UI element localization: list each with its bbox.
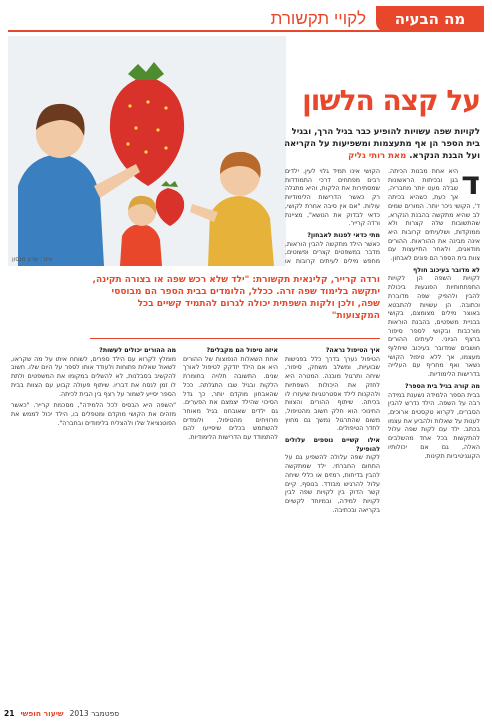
text-column-2 <box>285 168 380 266</box>
subheading-6: איזה טיפול הם מקבלים? <box>206 347 278 354</box>
subheading-3: מתי כדאי לפנות לאבחון? <box>307 231 380 239</box>
column-2-paragraph-2: כאשר הילד מתקשה להבין הוראות, מדבר במשפטים קצרים ופשוטים, מחפש מילים לעיתים קרובות או <box>285 240 380 266</box>
subheading-2: מה קורה בגיל בית הספר? <box>404 382 480 390</box>
header-rule <box>8 30 484 32</box>
pull-quote: ורדה קרייר, קלינאית תקשורת: "ילד שלא רכש שפה או בצורה תקינה, יתקשה בלימוד שפה זרה. ככלל, הלומדים בבית הספר הם מבוססי שפה, ולכן ולקות השפתית יכולה לגרום להתמיד קשיים בכל המקצועות" <box>92 275 380 321</box>
lead-text: לקויות שפה עשויות להופיע כבר בגיל הרך, ובגיל בית הספר הן אף מתעצמות ומשפיעות על הקריאה ועל הבנת הנקרא. <box>284 127 480 161</box>
subheading-5: אילו קשיים נוספים עלולים להופיע? <box>285 437 380 453</box>
page-number: 21 <box>4 708 15 718</box>
magazine-name: שיעור חופשי <box>20 708 64 718</box>
column-1-paragraph-3: בבית הספר הלמידה נשענת במידה רבה על השפה. הילד נדרש להבין הסברים, לקרוא טקסטים ארוכים, לענות על שאלות ולהביע את עצמו בכתב. ילד עם לקות שפה עלול להתקשות בכל אחד מהשלבים האלה, גם אם יכולותיו הקוגניטיביות תקינות. <box>388 391 480 460</box>
text-column-5 <box>11 345 176 703</box>
column-1-paragraph-2: לקויות השפה הן לקויות התפתחותיות הפוגעות ביכולת להבין ולהפיק שפה מדוברת וכתובה. הן עשויות להתבטא באוצר מילים מצומצם, בקושי בבניית משפטים, בהבנת הוראות מורכבות ובקושי לספר סיפור ברצף הגיוני. לעיתים ההורים חושבים שמדובר בעיכוב שיחלוף מעצמו, אך ללא טיפול הקושי נשאר ואף מחריף עם העלייה בדרישות הלימודיות. <box>388 275 480 379</box>
strawberry-family-illustration <box>8 36 286 266</box>
illustration-credit: איור: שרון מנסון <box>12 256 53 263</box>
column-5-paragraph: מומלץ לקרוא עם הילד ספרים, לשוחח איתו על מה שקראו, לשאול שאלות פתוחות ולעודד אותו לספר על היום שלו. חשוב להקשיב בסבלנות, לא להשלים במקומו את המשפטים ולתת לו זמן לנסח את דבריו. שיתוף פעולה קבוע עם הצוות בבית הספר יסייע לשמור על רצף בין הבית לכיתה. <box>11 355 176 398</box>
illustration <box>8 36 286 266</box>
subheading: לא מדובר בעיכוב חולף <box>412 266 480 274</box>
column-5-paragraph-2: "השפה היא הבסיס לכל הלמידה", מסכמת קרייר. "כאשר מזהים את הקושי מוקדם ומטפלים בו, הילד יכול לממש את הפוטנציאל שלו ולהצליח בלימודים ובחברה". <box>11 402 176 427</box>
text-column-3 <box>285 345 380 703</box>
text-column-4 <box>183 345 278 703</box>
column-2-paragraph: הקושי אינו תמיד גלוי לעין. ילדים רבים מפתחים דרכי התמודדות שמסתירות את הלקות, והיא מתגלה רק כאשר הדרישות הלימודיות עולות. "אם אין סיבה אחרת לקושי, כדאי לבדוק את הנושא", מציינת ורדה קרייר. <box>285 168 380 228</box>
article-title: על קצה הלשון <box>302 84 480 117</box>
section-tab: מה הבעיה <box>376 6 484 32</box>
dropcap: ד <box>461 168 480 202</box>
subheading-4: איך הטיפול נראה? <box>325 347 380 354</box>
header-bar <box>8 6 484 32</box>
column-3-paragraph-2: לקות שפה עלולה להשפיע גם על התחום החברתי. ילד שמתקשה להבין בדיחות, רמזים או כללי שיחה עלול להרגיש מבודד. בנוסף, קיים קשר הדוק בין לקויות שפה לבין לקויות למידה, ובמיוחד לקשיים בקריאה ובכתיבה. <box>285 454 380 514</box>
column-3-paragraph: הטיפול נערך בדרך כלל בפגישות שבועיות, ומשלב משחק, סיפור, שיחה ותרגול מובנה. המטרה היא לחזק את היכולות השפתיות ולהקנות לילד אסטרטגיות שיעזרו לו בכיתה. שיתוף ההורים והצוות החינוכי הוא חלק חשוב מהטיפול, משום שהתרגול נמשך גם מחוץ לחדר הטיפולים. <box>285 355 380 433</box>
page-footer <box>4 706 488 720</box>
section-subtitle: לקויי תקשורת <box>270 9 366 28</box>
subheading-7: מה ההורים יכולים לעשות? <box>99 347 176 354</box>
column-4-paragraph: אחת השאלות הנפוצות של ההורים היא אם הילד יזדקק לטיפול לאורך שנים. התשובה תלויה בחומרת הלקות ובגיל שבו התגלתה. ככל שהאבחון מוקדם יותר, כך גדל הסיכוי שהילד יצמצם את הפערים. גם ילדים שאובחנו בגיל מאוחר מרוויחים מהטיפול, ולומדים להשתמש בכלים שיסייעו להם להתמודד עם הדרישות הלימודיות. <box>183 355 278 442</box>
column-1-paragraph: היא אחת מבנות הכיתה. בגן ובכיתות הראשונות שבלה מעט יותר מחבריה, אך כעת, כשהיא בכיתה ד', הקושי ניכר יותר. המורים שמים לב שהיא מתקשה בהבנת הנקרא, שהתשובות שלה קצרות ולא ממוקדות, ושלעיתים קרובות היא אינה מבינה את ההוראות. ההורים מודאגים, ולאחר התייעצות עם צוות בית הספר הם פונים לאבחון. <box>388 168 480 263</box>
issue-date: ספטמבר 2013 <box>69 708 120 718</box>
quote-rule <box>90 338 380 339</box>
text-column-1 <box>388 168 480 703</box>
article-lead <box>282 126 480 162</box>
byline: מאת רותי גליק <box>348 151 407 161</box>
